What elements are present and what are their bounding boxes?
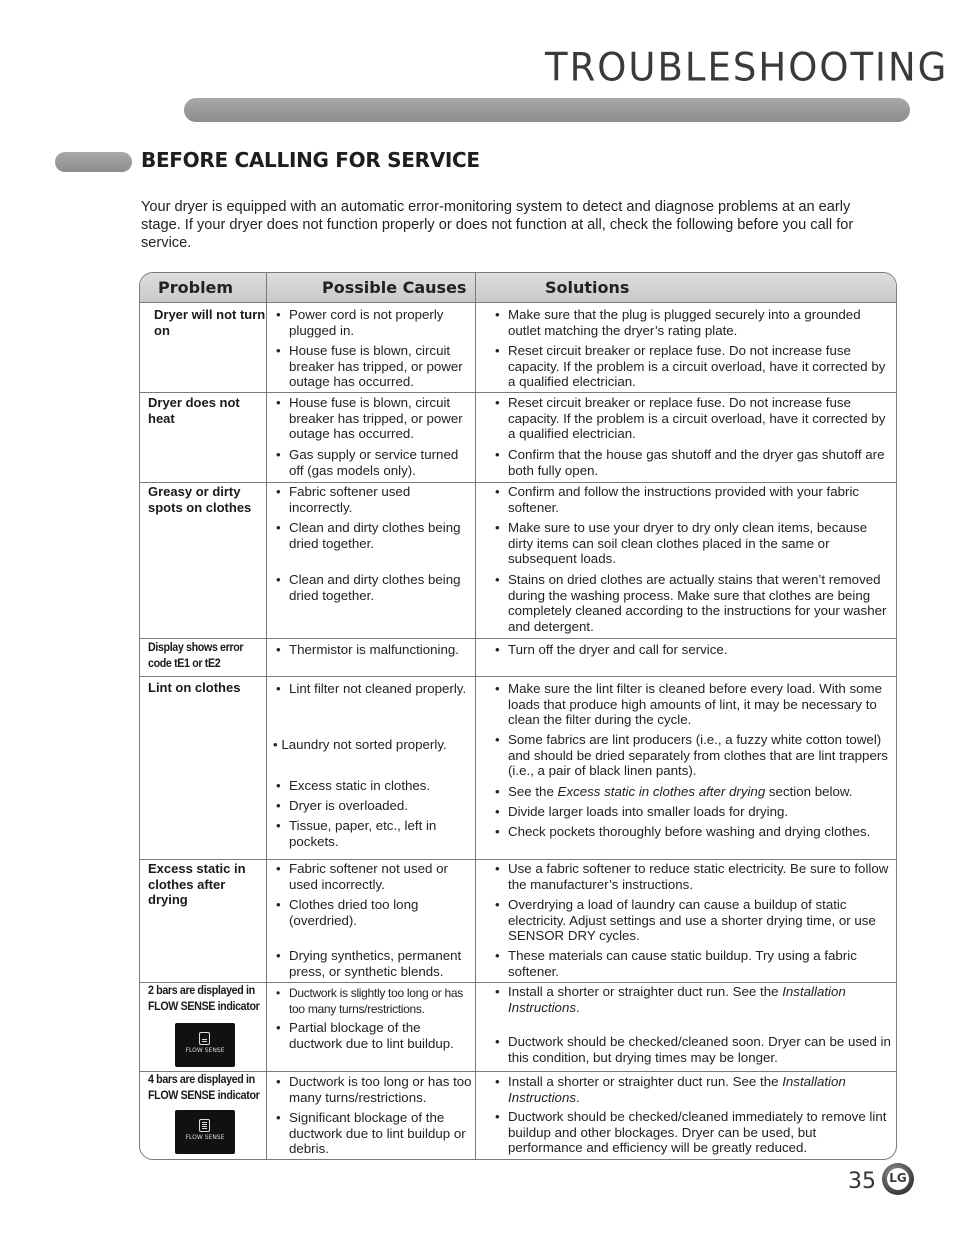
- page-title: TROUBLESHOOTING: [545, 44, 949, 91]
- lg-logo: LG: [882, 1163, 914, 1195]
- table-row: [140, 860, 897, 983]
- table-row: [140, 677, 897, 860]
- solution-item: • Make sure the lint filter is cleaned before every load. With some loads that produce high amounts of lint, it may be necessary to clean the filter during the cycle.: [495, 681, 882, 728]
- solution-item: • Confirm that the house gas shutoff and the dryer gas shutoff are both fully open.: [495, 447, 885, 478]
- table-row: [140, 1072, 897, 1160]
- intro-paragraph: Your dryer is equipped with an automatic error-monitoring system to detect and diagnose problems at an early stage. If your dryer does not function properly or does not function at all, check the following before you call for service.: [141, 199, 854, 251]
- cause-item: • Fabric softener not used or used incorrectly.: [276, 861, 448, 892]
- table-row: [140, 983, 897, 1072]
- cause-item: • Gas supply or service turned off (gas models only).: [276, 447, 459, 478]
- table-header: [140, 273, 897, 303]
- solution-item: • Divide larger loads into smaller loads for drying.: [495, 804, 789, 819]
- cause-item: • Excess static in clothes.: [276, 778, 431, 793]
- cause-item: • Significant blockage of the ductwork due to lint buildup or debris.: [276, 1110, 466, 1157]
- solution-item: • See the Excess static in clothes after drying section below.: [495, 784, 853, 799]
- cause-item: • Ductwork is too long or has too many turns/restrictions.: [276, 1074, 472, 1105]
- cause-item: • Clean and dirty clothes being dried together.: [276, 520, 461, 551]
- solution-item: • Install a shorter or straighter duct run. See the Installation Instructions.: [495, 984, 846, 1015]
- cause-item: • Lint filter not cleaned properly.: [276, 681, 467, 696]
- section-marker: [55, 152, 132, 172]
- problem-label: Display shows error code tE1 or tE2: [148, 642, 244, 670]
- cause-item: • Partial blockage of the ductwork due to lint buildup.: [276, 1020, 454, 1051]
- section-heading: BEFORE CALLING FOR SERVICE: [141, 148, 480, 172]
- cause-item: • Drying synthetics, permanent press, or synthetic blends.: [276, 948, 462, 979]
- problem-label: Dryer will not turn on: [154, 307, 266, 338]
- cause-item: • House fuse is blown, circuit breaker has tripped, or power outage has occurred.: [276, 343, 463, 390]
- solution-item: • Reset circuit breaker or replace fuse. Do not increase fuse capacity. If the problem is a circuit overload, have it corrected by a qualified electrician.: [495, 395, 886, 442]
- title-bar: [184, 98, 910, 122]
- header-problem: Problem: [158, 278, 234, 297]
- header-causes: Possible Causes: [322, 278, 467, 297]
- problem-label: Greasy or dirty spots on clothes: [148, 484, 252, 515]
- problem-label: Dryer does not heat: [148, 395, 240, 426]
- solution-item: • Ductwork should be checked/cleaned soon. Dryer can be used in this condition, but drying times may be longer.: [495, 1034, 891, 1065]
- problem-label: 4 bars are displayed in FLOW SENSE indicator: [148, 1074, 260, 1102]
- cause-item: • Tissue, paper, etc., left in pockets.: [276, 818, 437, 849]
- troubleshooting-table: [139, 272, 897, 1160]
- cause-item: • Fabric softener used incorrectly.: [276, 484, 411, 515]
- solution-item: • Stains on dried clothes are actually stains that weren’t removed during the washing process. Make sure that clothes are being completely cleaned according to the instructions for your washer and detergent.: [495, 572, 887, 634]
- solution-item: • Use a fabric softener to reduce static electricity. Be sure to follow the manufacturer’s instructions.: [495, 861, 889, 892]
- table-row: [140, 303, 897, 393]
- solution-item: • Turn off the dryer and call for service.: [495, 642, 728, 657]
- cause-item: • Dryer is overloaded.: [276, 798, 408, 813]
- flow-sense-2-bars-icon: FLOW SENSE: [175, 1023, 235, 1067]
- cause-item: • Clean and dirty clothes being dried together.: [276, 572, 461, 603]
- cause-item: • Clothes dried too long (overdried).: [276, 897, 419, 928]
- page-number: 35: [848, 1169, 876, 1194]
- solution-item: • Confirm and follow the instructions provided with your fabric softener.: [495, 484, 860, 515]
- cause-item: • Power cord is not properly plugged in.: [276, 307, 444, 338]
- problem-label: 2 bars are displayed in FLOW SENSE indicator: [148, 985, 260, 1013]
- flow-sense-4-bars-icon: FLOW SENSE: [175, 1110, 235, 1154]
- table-row: [140, 483, 897, 639]
- solution-item: • Overdrying a load of laundry can cause a buildup of static electricity. Adjust settings and use a shorter drying time, or use SENSOR DRY cycles.: [495, 897, 876, 944]
- solution-item: • Install a shorter or straighter duct run. See the Installation Instructions.: [495, 1074, 846, 1105]
- solution-item: • Make sure to use your dryer to dry only clean items, because dirty items can soil clean clothes placed in the same or subsequent loads.: [495, 520, 868, 567]
- problem-label: Excess static in clothes after drying: [148, 861, 246, 907]
- solution-item: • Ductwork should be checked/cleaned immediately to remove lint buildup and other blockages. Dryer can be used, but performance and efficiency will be greatly reduced.: [495, 1109, 887, 1156]
- cause-item: • Ductwork is slightly too long or has too many turns/restrictions.: [276, 986, 463, 1016]
- solution-item: • Check pockets thoroughly before washing and drying clothes.: [495, 824, 871, 839]
- solution-item: • Make sure that the plug is plugged securely into a grounded outlet matching the dryer’s rating plate.: [495, 307, 861, 338]
- cause-item: • Thermistor is malfunctioning.: [276, 642, 459, 657]
- solution-item: • Reset circuit breaker or replace fuse. Do not increase fuse capacity. If the problem is a circuit overload, have it corrected by a qualified electrician.: [495, 343, 886, 390]
- problem-label: Lint on clothes: [148, 680, 241, 695]
- table-row: [140, 639, 897, 677]
- table-row: [140, 393, 897, 483]
- cause-item: • House fuse is blown, circuit breaker has tripped, or power outage has occurred.: [276, 395, 463, 442]
- solution-item: • Some fabrics are lint producers (i.e., a fuzzy white cotton towel) and should be dried separately from clothes that are lint trappers (i.e., a pair of black linen pants).: [495, 732, 888, 779]
- cause-item: • Laundry not sorted properly.: [273, 737, 447, 752]
- header-solutions: Solutions: [545, 278, 630, 297]
- solution-item: • These materials can cause static buildup. Try using a fabric softener.: [495, 948, 857, 979]
